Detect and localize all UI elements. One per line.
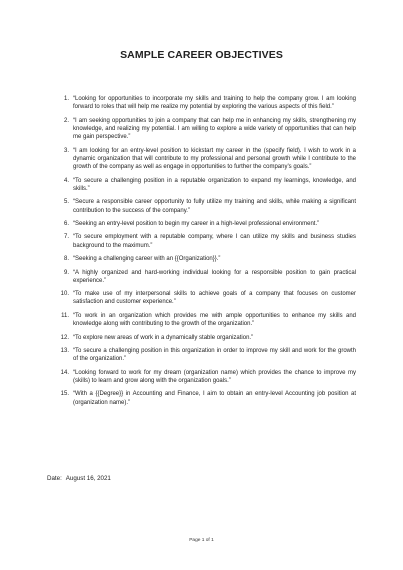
list-item-text: “Looking for opportunities to incorporate my skills and training to help the company grow. I am looking forward to roles that will help me realize my potential by exploring the various aspects of this field.” [73, 96, 356, 111]
list-item-number: 11. [61, 312, 69, 319]
list-item-number: 9. [63, 269, 69, 276]
list-item-text: “Seeking an entry-level position to begin my career in a high-level professional environment.” [73, 221, 320, 228]
list-item-number: 8. [63, 256, 69, 263]
list-item-number: 7. [63, 234, 69, 241]
list-item-text: “To work in an organization which provides me with ample opportunities to enhance my skills and knowledge along with contributing to the growth of the organization.” [73, 312, 356, 328]
page-footer: Page 1 of 1 [189, 538, 214, 543]
list-item [56, 369, 356, 386]
list-item [56, 334, 356, 342]
list-item [56, 177, 356, 194]
list-item-text: “To explore new areas of work in a dynamically stable organization.” [73, 334, 254, 341]
list-item-number: 10. [60, 291, 69, 298]
date-value: August 16, 2021 [65, 475, 111, 482]
list-item [56, 95, 356, 112]
list-item-number: 12. [60, 334, 69, 341]
date-label: Date: [47, 475, 62, 482]
list-item-number: 14. [60, 369, 69, 376]
list-item-text: “To secure a challenging position in this organization in order to improve my skill and work for the growth of the organization.” [73, 347, 356, 363]
list-item-text: “To secure employment with a reputable company, where I can utilize my skills and business studies background to the maximum.” [73, 234, 356, 249]
list-item-text: “I am looking for an entry-level position to kickstart my career in the (specify field). I wish to work in a dynamic organization that will contribute to my professional and personal growth while I contribute to the growth of the company as well as engage in opportunities to further the company’s goals.” [73, 147, 356, 171]
list-item-text: “I am seeking opportunities to join a company that can help me in enhancing my skills, strengthening my knowledge, and realizing my potential. I am willing to explore a wide variety of opportunities that can help me gain perspective.” [73, 117, 356, 141]
list-item [56, 233, 356, 250]
list-item-text: “Secure a responsible career opportunity to fully utilize my training and skills, while making a significant contribution to the success of the company.” [73, 199, 356, 214]
list-item-number: 5. [63, 199, 69, 206]
list-item [56, 117, 356, 142]
list-item-number: 6. [63, 221, 69, 228]
date-line [47, 475, 115, 482]
list-item-number: 1. [63, 96, 69, 102]
list-item-text: “To secure a challenging position in a reputable organization to expand my learnings, knowledge, and skills.” [73, 177, 356, 192]
list-item-text: “Seeking a challenging career with an {{Organization}}.” [73, 256, 221, 263]
list-item-number: 3. [63, 147, 69, 154]
list-item [56, 255, 356, 263]
list-item [56, 290, 356, 307]
list-item-number: 13. [60, 347, 69, 354]
list-item-number: 2. [63, 117, 69, 124]
list-item-number: 4. [63, 177, 69, 184]
list-item [56, 347, 356, 364]
list-item [56, 312, 356, 329]
document-title: SAMPLE CAREER OBJECTIVES [120, 49, 283, 61]
list-item [56, 198, 356, 215]
list-item [56, 269, 356, 286]
list-item-text: “A highly organized and hard-working individual looking for a responsible position to gain practical experience.” [73, 269, 356, 284]
list-item-text: “With a {{Degree}} in Accounting and Finance, I aim to obtain an entry-level Accounting job position at (organization name).” [73, 391, 356, 406]
list-item [56, 147, 356, 172]
objectives-list [56, 95, 356, 412]
list-item [56, 390, 356, 407]
list-item-number: 15. [60, 391, 69, 398]
list-item [56, 220, 356, 228]
list-item-text: “To make use of my interpersonal skills to achieve goals of a company that focuses on customer satisfaction and customer experience.” [73, 291, 356, 306]
list-item-text: “Looking forward to work for my dream (organization name) which provides the chance to improve my (skills) to learn and grow along with the organization goals.” [73, 369, 356, 384]
